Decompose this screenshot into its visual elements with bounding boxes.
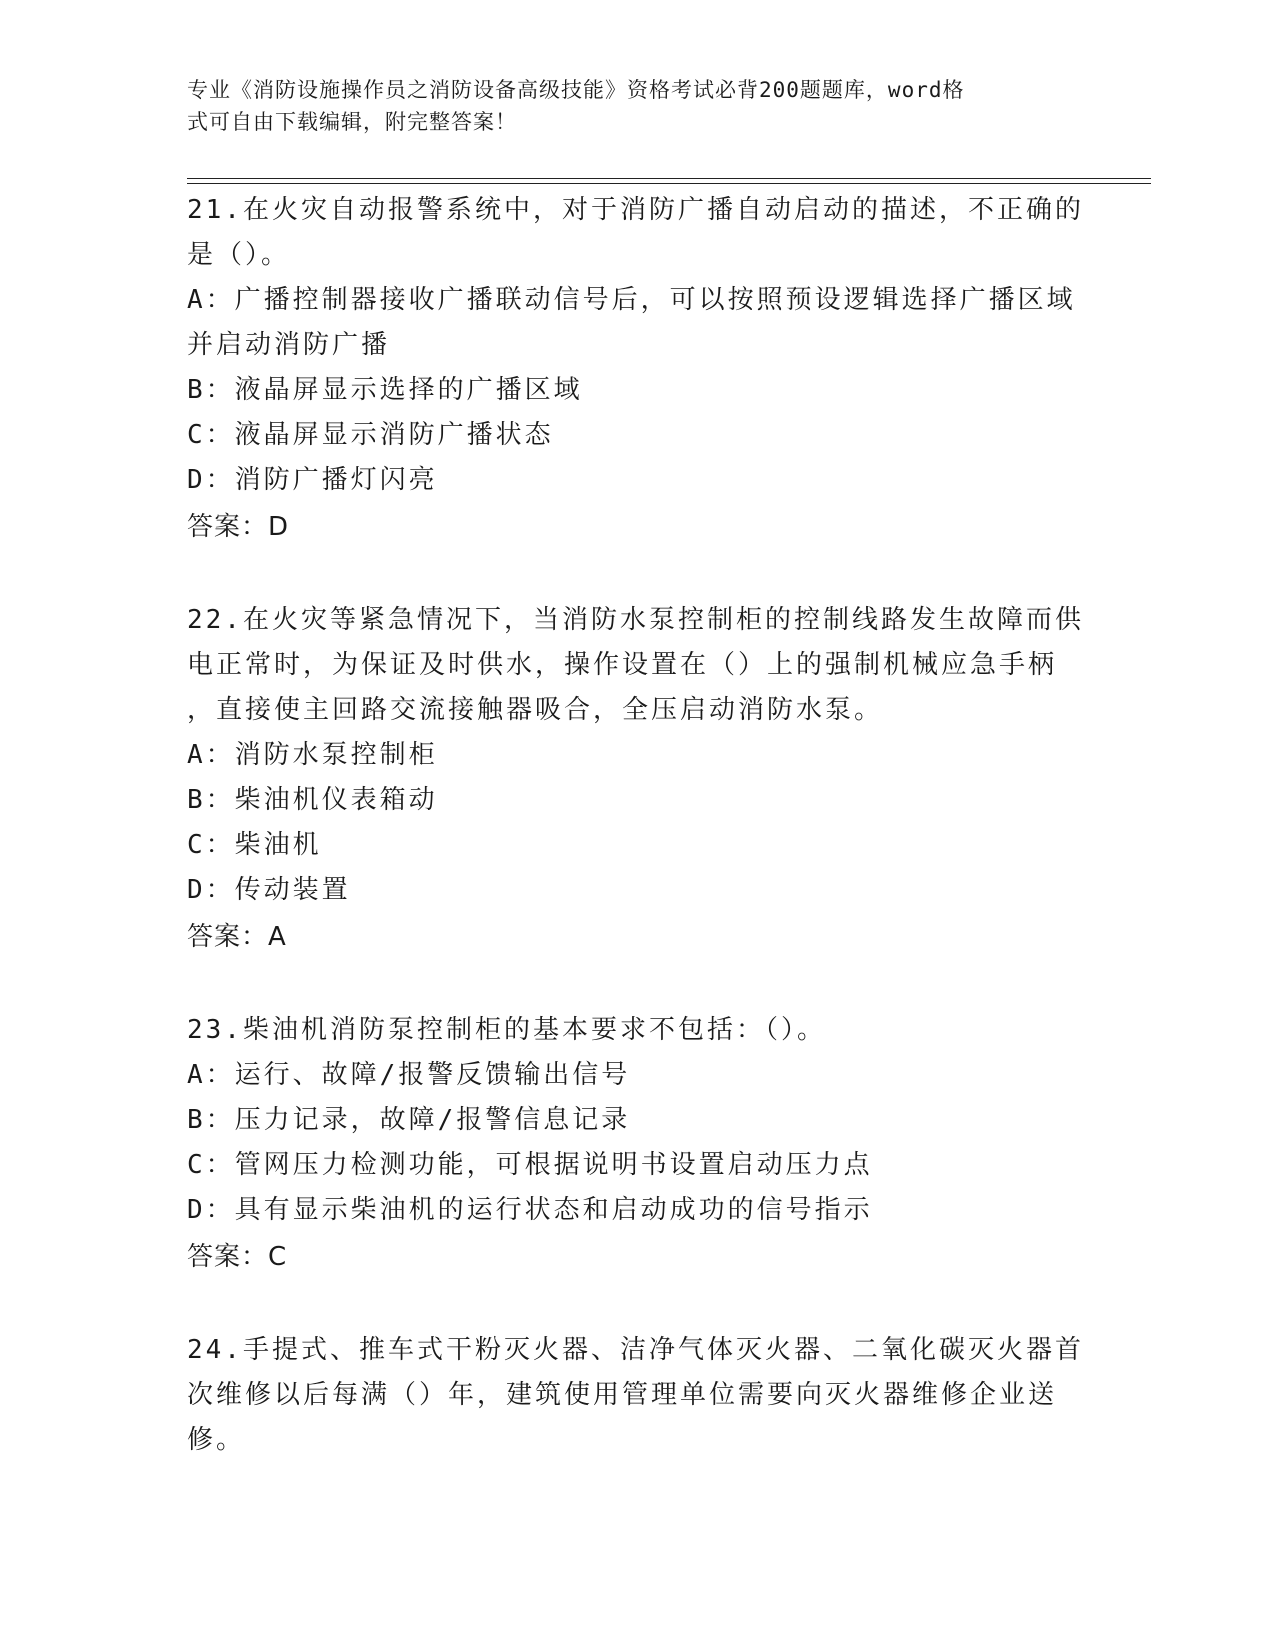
header-line-1: 专业《消防设施操作员之消防设备高级技能》资格考试必背200题题库，word格 [187,78,965,102]
option-a: A：消防水泵控制柜 [187,740,438,770]
question-stem-line: ，直接使主回路交流接触器吸合，全压启动消防水泵。 [187,695,884,725]
question-stem-line: 电正常时，为保证及时供水，操作设置在（）上的强制机械应急手柄 [187,650,1058,680]
question-24 [187,1328,1084,1463]
option-c: C：液晶屏显示消防广播状态 [187,420,554,450]
document-header [187,74,1067,138]
answer-label: 答案：D [187,512,290,542]
question-stem-line: 23.柴油机消防泵控制柜的基本要求不包括：（）。 [187,1015,826,1045]
question-stem-line: 22.在火灾等紧急情况下，当消防水泵控制柜的控制线路发生故障而供 [187,605,1084,635]
option-d: D：具有显示柴油机的运行状态和启动成功的信号指示 [187,1195,873,1225]
question-stem-line: 次维修以后每满（）年，建筑使用管理单位需要向灭火器维修企业送 [187,1380,1058,1410]
header-line-2: 式可自由下载编辑，附完整答案！ [187,110,517,134]
option-c: C：柴油机 [187,830,322,860]
question-22 [187,598,1084,960]
option-b: B：压力记录，故障/报警信息记录 [187,1105,631,1135]
option-c: C：管网压力检测功能，可根据说明书设置启动压力点 [187,1150,873,1180]
answer-label: 答案：C [187,1242,288,1272]
question-stem-line: 修。 [187,1425,246,1455]
header-divider-top [187,178,1151,179]
header-divider-bottom [187,183,1151,184]
question-stem-line: 是（）。 [187,240,291,270]
option-d: D：消防广播灯闪亮 [187,465,438,495]
option-a-continued: 并启动消防广播 [187,330,391,360]
answer-label: 答案：A [187,922,287,952]
option-b: B：柴油机仪表箱动 [187,785,438,815]
question-stem-line: 21.在火灾自动报警系统中，对于消防广播自动启动的描述，不正确的 [187,195,1084,225]
option-d: D：传动装置 [187,875,351,905]
option-a: A：广播控制器接收广播联动信号后，可以按照预设逻辑选择广播区域 [187,285,1076,315]
question-stem-line: 24.手提式、推车式干粉灭火器、洁净气体灭火器、二氧化碳灭火器首 [187,1335,1084,1365]
question-23 [187,1008,1067,1280]
option-a: A：运行、故障/报警反馈输出信号 [187,1060,631,1090]
option-b: B：液晶屏显示选择的广播区域 [187,375,583,405]
question-21 [187,188,1084,550]
